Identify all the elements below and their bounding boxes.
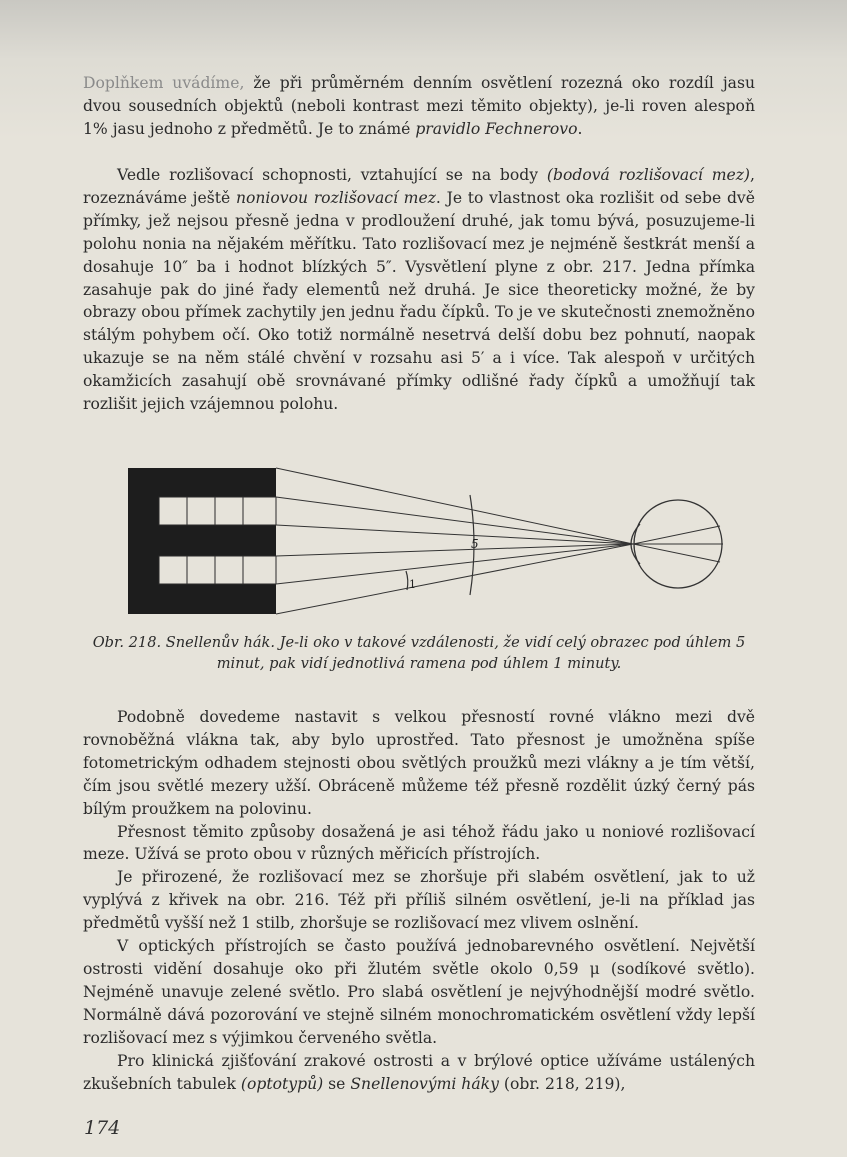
paragraph-text: Vedle rozlišovací schopnosti, vztahující se na body bbox=[117, 166, 547, 184]
page-number: 174 bbox=[84, 1117, 121, 1139]
angle-label-5: 5 bbox=[471, 537, 479, 551]
paragraph-illumination: Je přirozené, že rozlišovací mez se zhoršuje při slabém osvětlení, jak to už vyplývá z křivek na obr. 216. Též při příliš silném osvětlení, je-li na příklad jas předmětů vyšší než 1 stilb, zhoršuje se rozlišovací mez vlivem oslnění. bbox=[83, 868, 755, 933]
ray-lines bbox=[276, 468, 723, 614]
paragraph-monochrome: V optických přístrojích se často používá jednobarevného osvětlení. Největší ostrosti vidění dosahuje oko při žlutém světle okolo 0,59 μ (sodíkové světlo). Nejméně unavuje zelené světlo. Pro slabá osvětlení je nejvýhodnější modré světlo. Normálně dává pozorování ve stejně silném monochromatickém osvětlení vždy lepší rozlišovací mez s výjimkou červeného světla. bbox=[83, 937, 755, 1047]
paragraph-text: (obr. 218, 219), bbox=[498, 1074, 626, 1093]
term-vernier-limit: noniovou rozlišovací mez bbox=[235, 188, 436, 207]
paragraph-text: , rozeznáváme ještě bbox=[83, 166, 755, 207]
angle-label-1: 1 bbox=[409, 578, 416, 591]
term-point-limit: (bodová rozlišovací mez) bbox=[546, 166, 751, 184]
body-text-lower bbox=[83, 706, 755, 1095]
paragraph-text: . Je to vlastnost oka rozlišit od sebe dvě přímky, jež nejsou přesně jedna v prodloužení druhé, jak tomu bývá, posuzujeme-li polohu nonia na nějakém měřítku. Tato rozlišovací mez je nejméně šestkrát menší a dosahuje 10″ ba i hodnot blízkých 5″. Vysvětlení plyne z obr. 217. Jedna přímka zasahuje pak do jiné řady elementů než druhá. Je sice theoreticky možné, že by obrazy obou přímek zachytily jen jednu řadu čípků. To je ve skutečnosti znemožněno stálým pohybem očí. Oko totiž normálně nesetrvá delší dobu bez pohnutí, naopak ukazuje se na něm stálé chvění v rozsahu asi 5′ a i více. Tak alespoň v určitých okamžicích zasahují obě srovnávané přímky odlišné řady čípků a umožňují tak rozlišit jejich vzájemnou polohu. bbox=[83, 188, 755, 414]
paragraph-end: . bbox=[577, 119, 583, 138]
paragraph-optotypes bbox=[83, 1050, 755, 1096]
paragraph-vernier bbox=[83, 164, 755, 416]
term-optotypes: (optotypů) bbox=[240, 1074, 324, 1093]
faded-text: Doplňkem uvádíme, bbox=[83, 74, 245, 92]
figure-caption: Obr. 218. Snellenův hák. Je-li oko v takové vzdálenosti, že vidí celý obrazec pod úhlem 5 minut, pak vidí jednotlivá ramena pod úhlem 1 minuty. bbox=[92, 634, 746, 672]
rule-name: pravidlo Fechnerovo bbox=[415, 119, 578, 138]
paragraph-fechner bbox=[83, 72, 755, 141]
snellen-hook-block bbox=[128, 468, 276, 614]
snellen-hook-figure bbox=[128, 462, 728, 622]
paragraph-text: Pro klinická zjišťování zrakové ostrosti a v brýlové optice užíváme ustálených zkušebních tabulek bbox=[83, 1051, 755, 1093]
paragraph-text: že při průměrném denním osvětlení rozezná oko rozdíl jasu dvou sousedních objektů (neboli kontrast mezi těmito objekty), je-li roven alespoň 1% jasu jednoho z předmětů. Je to známé bbox=[83, 74, 755, 138]
angle-arc-1 bbox=[406, 571, 408, 590]
paragraph-text: se bbox=[323, 1074, 351, 1093]
term-snellen-hooks: Snellenovými háky bbox=[350, 1074, 499, 1093]
paragraph-precision: Přesnost těmito způsoby dosažená je asi téhož řádu jako u noniové rozlišovací meze. Užívá se proto obou v různých měřicích přístrojích. bbox=[83, 822, 755, 864]
paragraph-thread: Podobně dovedeme nastavit s velkou přesností rovné vlákno mezi dvě rovnoběžná vlákna tak, aby bylo uprostřed. Tato přesnost je umožněna spíše fotometrickým odhadem stejnosti obou světlých proužků mezi vlákny a je tím větší, čím jsou světlé mezery užší. Obráceně můžeme též přesně rozdělit úzký černý pás bílým proužkem na polovinu. bbox=[83, 708, 755, 818]
